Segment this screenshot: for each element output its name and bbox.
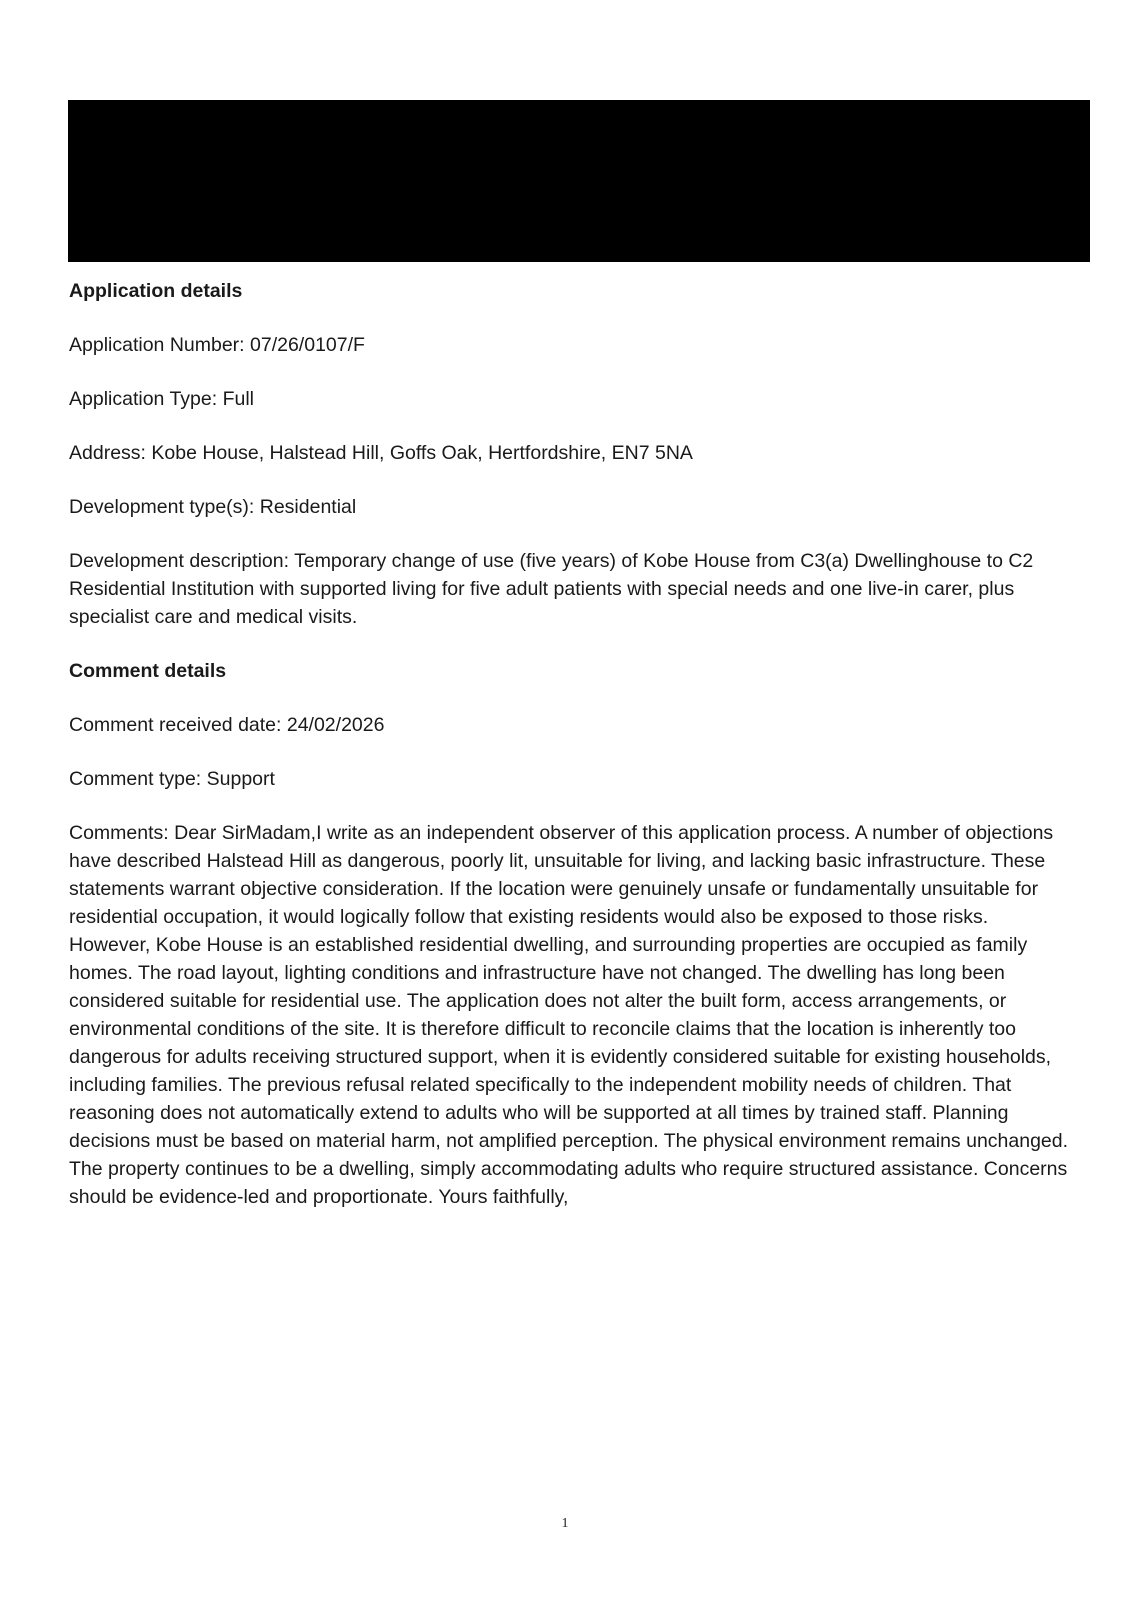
comment-type: Comment type: Support	[69, 768, 275, 790]
comment-details-heading: Comment details	[69, 660, 227, 682]
document-body	[69, 277, 1069, 1237]
address: Address: Kobe House, Halstead Hill, Goffs Oak, Hertfordshire, EN7 5NA	[69, 442, 693, 464]
application-details-heading: Application details	[69, 280, 243, 302]
development-types: Development type(s): Residential	[69, 496, 357, 518]
comment-text: Comments: Dear SirMadam,I write as an independent observer of this application process. A number of objections have described Halstead Hill as dangerous, poorly lit, unsuitable for living, and lacking basic infrastructure. These statements warrant objective consideration. If the location were genuinely unsafe or fundamentally unsuitable for residential occupation, it would logically follow that existing residents would also be exposed to those risks. However, Kobe House is an established residential dwelling, and surrounding properties are occupied as family homes. The road layout, lighting conditions and infrastructure have not changed. The dwelling has long been considered suitable for residential use. The application does not alter the built form, access arrangements, or environmental conditions of the site. It is therefore difficult to reconcile claims that the location is inherently too dangerous for adults receiving structured support, when it is evidently considered suitable for existing households, including families. The previous refusal related specifically to the independent mobility needs of children. That reasoning does not automatically extend to adults who will be supported at all times by trained staff. Planning decisions must be based on material harm, not amplified perception. The physical environment remains unchanged. The property continues to be a dwelling, simply accommodating adults who require structured assistance. Concerns should be evidence-led and proportionate. Yours faithfully,	[69, 822, 1069, 1208]
development-description: Development description: Temporary change of use (five years) of Kobe House from C3(a) Dwellinghouse to C2 Residential Institution with supported living for five adult patients with special needs and one live-in carer, plus specialist care and medical visits.	[69, 550, 1034, 628]
page-number: 1	[561, 1516, 569, 1531]
application-number: Application Number: 07/26/0107/F	[69, 334, 365, 356]
redaction-block	[68, 100, 1090, 262]
application-type: Application Type: Full	[69, 388, 254, 410]
comment-received-date: Comment received date: 24/02/2026	[69, 714, 385, 736]
